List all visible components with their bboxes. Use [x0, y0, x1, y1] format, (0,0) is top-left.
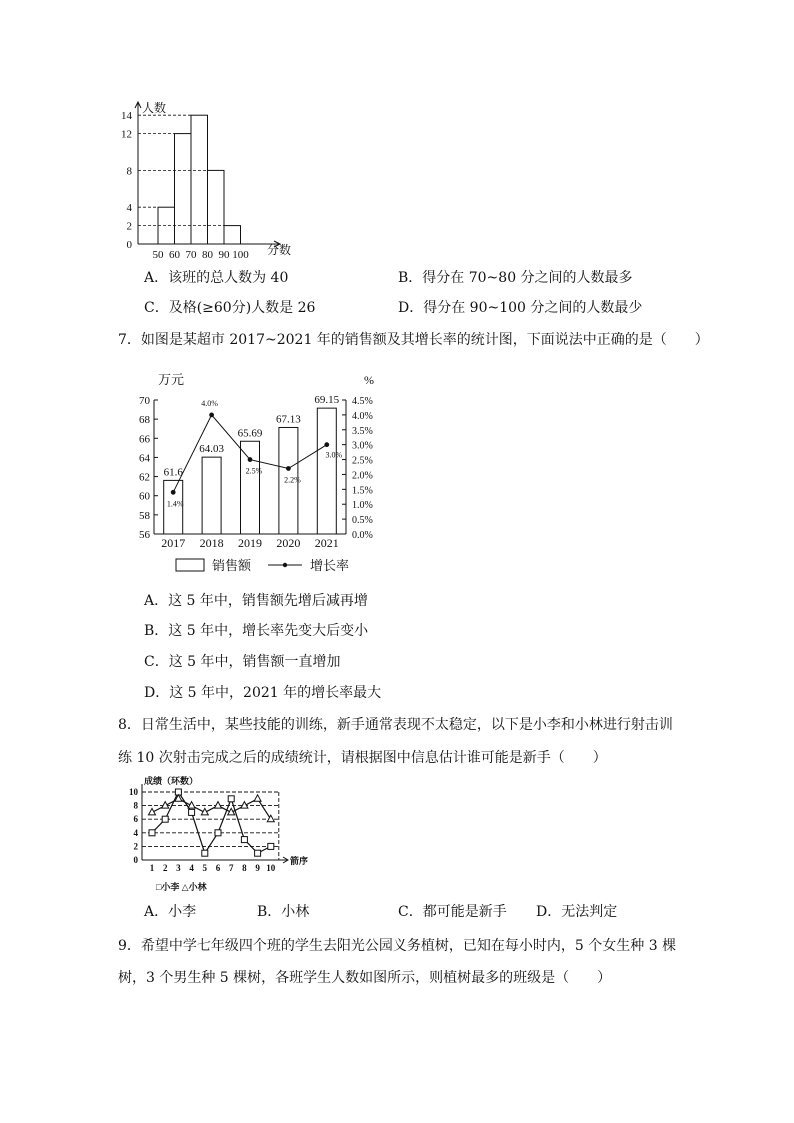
- y-tick-label: 10: [129, 787, 138, 797]
- year-label: 2021: [314, 536, 339, 550]
- xiaoli-point: [228, 796, 234, 802]
- y-axis-label: 成绩（环数）: [144, 776, 199, 786]
- xiaoli-point: [189, 809, 195, 815]
- y-tick-label: 2: [133, 841, 138, 852]
- x-tick-label: 9: [255, 863, 260, 873]
- growth-rate-label: 4.0%: [201, 398, 218, 408]
- x-tick-label: 1: [149, 863, 155, 873]
- growth-rate-point: [324, 442, 329, 447]
- right-axis-unit: %: [364, 373, 374, 387]
- growth-rate-point: [171, 490, 176, 495]
- y-tick-label: 8: [133, 800, 138, 811]
- xiaolin-point: [215, 802, 222, 809]
- x-tick-label: 8: [242, 863, 247, 873]
- q7-option-c: C．这 5 年中，销售额一直增加: [144, 654, 341, 670]
- growth-rate-label: 1.4%: [166, 499, 184, 509]
- growth-rate-label: 2.2%: [284, 475, 301, 485]
- q7-option-a: A．这 5 年中，销售额先增后减再增: [144, 593, 368, 609]
- year-label: 2017: [161, 536, 186, 550]
- y-tick-label: 2: [126, 220, 132, 233]
- growth-rate-point: [209, 412, 214, 417]
- sales-bar: [317, 408, 336, 534]
- histogram-bar: [224, 226, 241, 244]
- sales-bar-label: 65.69: [237, 427, 263, 440]
- x-axis-label: 分数: [267, 243, 292, 257]
- xiaoli-point: [255, 850, 261, 856]
- q7-option-b: B．这 5 年中，增长率先变大后变小: [144, 623, 369, 639]
- growth-rate-point: [286, 466, 291, 471]
- right-tick-label: 2.0%: [352, 470, 373, 482]
- left-tick-label: 60: [139, 490, 150, 503]
- q8-option-c: C．都可能是新手: [398, 904, 507, 920]
- x-tick-label: 50: [152, 249, 164, 261]
- right-tick-label: 2.5%: [352, 455, 373, 467]
- sales-bar: [241, 441, 260, 534]
- y-tick-label: 14: [121, 110, 132, 123]
- left-tick-label: 58: [139, 509, 150, 522]
- xiaoli-point: [268, 843, 274, 849]
- y-axis-label: 人数: [142, 101, 167, 115]
- right-tick-label: 3.0%: [352, 440, 373, 452]
- x-tick-label: 70: [185, 249, 197, 261]
- legend-line-marker: [283, 563, 287, 567]
- sales-bar-label: 61.6: [163, 466, 183, 479]
- y-tick-label: 0: [133, 855, 138, 865]
- year-label: 2019: [238, 536, 262, 550]
- q8-stem-line1: 8．日常生活中，某些技能的训练，新手通常表现不太稳定，以下是小李和小林进行射击训: [118, 717, 673, 733]
- y-tick-label: 4: [133, 827, 138, 838]
- x-tick-label: 4: [189, 863, 194, 873]
- histogram-bar: [175, 134, 192, 244]
- y-tick-label: 4: [126, 202, 132, 215]
- x-tick-label: 100: [232, 249, 249, 261]
- growth-rate-label: 3.0%: [325, 450, 343, 460]
- sales-bar-label: 67.13: [276, 413, 301, 426]
- left-tick-label: 62: [139, 471, 150, 484]
- x-tick-label: 2: [162, 863, 168, 873]
- xiaoli-point: [241, 837, 247, 843]
- right-tick-label: 3.5%: [352, 425, 373, 437]
- xiaolin-point: [254, 795, 261, 802]
- sales-bar-label: 64.03: [199, 443, 224, 456]
- right-tick-label: 1.0%: [352, 500, 373, 512]
- q6-histogram: [110, 96, 310, 262]
- sales-bar-label: 69.15: [314, 394, 340, 407]
- left-tick-label: 70: [139, 395, 150, 407]
- legend-bar-label: 销售额: [212, 558, 252, 573]
- right-tick-label: 0.5%: [352, 515, 373, 527]
- q6-option-c: C．及格(≥60分)人数是 26: [144, 300, 316, 316]
- q9-stem-line1: 9．希望中学七年级四个班的学生去阳光公园义务植树，已知在每小时内，5 个女生种 3 棵: [118, 938, 677, 954]
- q9-stem-line2: 树，3 个男生种 5 棵树，各班学生人数如图所示，则植树最多的班级是（ ）: [118, 970, 612, 986]
- x-tick-label: 3: [176, 863, 181, 873]
- histogram-bar: [208, 170, 225, 244]
- histogram-bar: [191, 115, 208, 244]
- growth-rate-point: [248, 457, 253, 462]
- x-tick-label: 7: [228, 863, 234, 873]
- y-tick-label: 6: [133, 814, 138, 825]
- y-tick-label: 12: [121, 128, 132, 141]
- q7-combo-chart: [120, 366, 410, 581]
- growth-rate-label: 2.5%: [245, 466, 263, 476]
- q8-option-b: B．小林: [257, 904, 310, 920]
- x-tick-label: 6: [215, 863, 221, 873]
- x-tick-label: 5: [202, 863, 208, 873]
- y-tick-label: 0: [126, 239, 132, 251]
- xiaoli-point: [215, 830, 221, 836]
- y-tick-label: 8: [126, 165, 132, 178]
- right-tick-label: 1.5%: [352, 485, 373, 497]
- right-tick-label: 0.0%: [352, 530, 373, 541]
- sales-bar: [202, 457, 221, 534]
- x-tick-label: 10: [266, 863, 276, 873]
- q7-stem: 7．如图是某超市 2017~2021 年的销售额及其增长率的统计图，下面说法中正确的是（ ）: [118, 332, 709, 348]
- left-tick-label: 66: [139, 433, 150, 446]
- x-tick-label: 60: [169, 249, 180, 261]
- legend-line-label: 增长率: [310, 558, 350, 573]
- q8-option-a: A．小李: [144, 904, 197, 920]
- q6-option-d: D．得分在 90~100 分之间的人数最少: [398, 300, 643, 316]
- year-label: 2020: [276, 536, 301, 550]
- x-tick-label: 80: [202, 249, 213, 261]
- left-tick-label: 68: [139, 414, 150, 427]
- left-tick-label: 56: [139, 529, 150, 541]
- legend: □小李 △小林: [156, 882, 207, 892]
- right-tick-label: 4.0%: [352, 410, 373, 422]
- q8-option-d: D．无法判定: [536, 904, 618, 920]
- xiaoli-point: [149, 830, 155, 836]
- left-tick-label: 64: [139, 452, 150, 465]
- q6-option-b: B．得分在 70~80 分之间的人数最多: [398, 270, 633, 286]
- year-label: 2018: [199, 536, 224, 550]
- x-tick-label: 90: [218, 249, 230, 261]
- q8-stem-line2: 练 10 次射击完成之后的成绩统计，请根据图中信息估计谁可能是新手（ ）: [118, 750, 607, 766]
- x-axis-label: 箭序: [290, 856, 309, 866]
- left-axis-unit: 万元: [158, 372, 185, 387]
- q7-option-d: D．这 5 年中，2021 年的增长率最大: [144, 685, 382, 701]
- xiaoli-point: [162, 816, 168, 822]
- xiaoli-point: [202, 850, 208, 856]
- q6-option-a: A．该班的总人数为 40: [144, 270, 289, 286]
- legend-bar-swatch: [176, 559, 204, 571]
- right-tick-label: 4.5%: [352, 396, 373, 407]
- q8-line-chart: [128, 774, 318, 894]
